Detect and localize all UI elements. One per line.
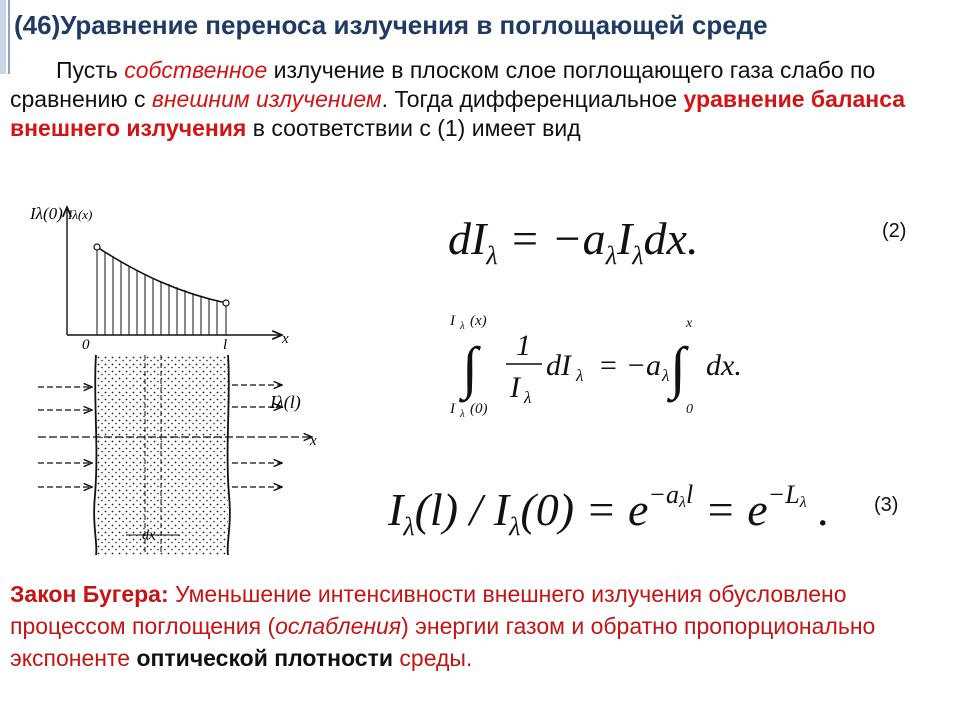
curve-start-point xyxy=(94,244,100,250)
gas-layer xyxy=(96,355,228,555)
tick-zero: 0 xyxy=(82,337,90,353)
decorative-bar xyxy=(0,0,6,74)
svg-text:1: 1 xyxy=(516,329,531,362)
intro-external-term: внешним излучением xyxy=(151,86,382,112)
equation-differential: $dI_\lambda = -a_\lambda I_\lambda dx$. xyxy=(448,213,699,270)
intro-text-3: . Тогда дифференциальное xyxy=(381,86,684,112)
svg-text:I: I xyxy=(450,401,455,417)
svg-text:(0): (0) xyxy=(470,401,488,417)
svg-text:= −: = − xyxy=(598,349,646,382)
curve-hatching xyxy=(97,247,226,335)
intro-text-4: в соответствии с (1) имеет вид xyxy=(246,115,581,141)
intro-text-1: Пусть xyxy=(56,57,125,83)
svg-text:(x): (x) xyxy=(470,313,487,329)
intro-balance-term: уравнение баланса внешнего излучения xyxy=(10,86,906,141)
svg-text:dx.: dx. xyxy=(706,349,742,382)
svg-text:λ: λ xyxy=(460,320,465,332)
equation-3-number: (3) xyxy=(874,494,899,516)
svg-text:λ: λ xyxy=(576,366,584,385)
equation-integral xyxy=(440,305,770,425)
slide-title: (46)Уравнение переноса излучения в поглощающей среде xyxy=(14,10,768,40)
svg-text:a: a xyxy=(646,349,661,382)
svg-text:∫: ∫ xyxy=(462,335,478,400)
svg-text:I: I xyxy=(450,313,455,329)
equation-bouguer: $I_\lambda(l) / I_\lambda(0) = e^{-a_\lambda l} = e^{-L_\lambda}$ . xyxy=(388,480,830,541)
equation-2-number: (2) xyxy=(882,220,907,242)
law-text-1: Уменьшение интенсивности внешнего излучения обусловлено процессом поглощения ( xyxy=(10,581,847,639)
dx-label: dx xyxy=(142,528,156,543)
layer-axis-x-label: x xyxy=(310,433,317,449)
law-weak-term: ослабления xyxy=(275,613,402,639)
svg-text:x: x xyxy=(686,316,693,331)
law-text-3: среды. xyxy=(393,645,473,671)
svg-text:λ: λ xyxy=(460,408,465,420)
bouguer-law-paragraph xyxy=(10,578,950,674)
label-i0: Iλ(0) xyxy=(30,204,63,223)
law-lead: Закон Бугера: xyxy=(10,581,169,607)
absorption-diagram xyxy=(20,195,330,565)
label-il: Iλ(l) xyxy=(270,392,301,412)
law-text-2: ) энергии газом и обратно пропорционально экспоненте xyxy=(10,613,876,671)
svg-text:∫: ∫ xyxy=(670,335,686,400)
axis-x-label: x xyxy=(282,331,289,347)
law-optical-term: оптической плотности xyxy=(136,645,394,671)
label-ix: Iλ(x) xyxy=(68,207,93,222)
curve-end-point xyxy=(223,300,229,306)
tick-l: l xyxy=(223,337,228,353)
svg-text:0: 0 xyxy=(686,402,693,417)
intro-own-term: собственное xyxy=(124,57,268,83)
svg-text:I: I xyxy=(510,371,520,404)
intro-text-2: излучение в плоском слое поглощающего газа слабо по сравнению с xyxy=(10,57,876,112)
svg-text:λ: λ xyxy=(524,388,532,407)
svg-text:λ: λ xyxy=(662,366,670,385)
intro-paragraph xyxy=(10,56,940,143)
svg-text:dI: dI xyxy=(546,349,571,382)
